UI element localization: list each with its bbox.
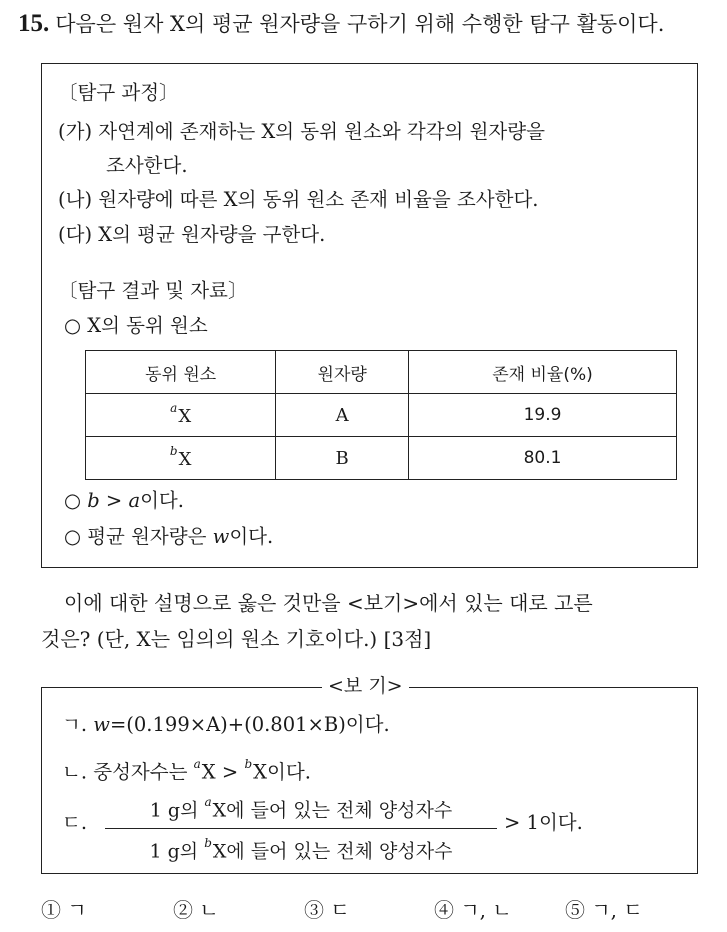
- answer-choice-4[interactable]: ④ ㄱ, ㄴ: [434, 898, 512, 922]
- process-heading: 〔탐구 과정〕: [58, 81, 179, 104]
- question-number: 15.: [18, 10, 50, 37]
- results-heading: 〔탐구 결과 및 자료〕: [58, 279, 248, 302]
- step-marker: (나): [58, 188, 93, 211]
- isotope-cell: [86, 437, 276, 480]
- item-marker: ㄷ.: [62, 811, 88, 834]
- table-header: 존재 비율(%): [409, 351, 677, 394]
- proton-ratio-fraction: [105, 792, 497, 865]
- fraction-comparison: > 1이다.: [504, 811, 583, 834]
- prompt-line-2: 것은? (단, X는 임의의 원소 기호이다.) [3점]: [41, 627, 432, 651]
- var-a: a: [128, 489, 141, 512]
- answer-choice-5[interactable]: ⑤ ㄱ, ㄷ: [565, 898, 643, 922]
- table-row: [86, 437, 677, 480]
- fraction-denominator: 1 g의 $^b$X에 들어 있는 전체 양성자수: [149, 836, 453, 863]
- isotope-cell: [86, 394, 276, 437]
- atomic-mass-cell: A: [276, 394, 409, 437]
- table-header-row: [86, 351, 677, 394]
- question-text: 다음은 원자 X의 평균 원자량을 구하기 위해 수행한 탐구 활동이다.: [55, 12, 665, 36]
- step-ga: [58, 119, 545, 145]
- element-symbol: X: [178, 448, 192, 470]
- question-heading: [18, 10, 664, 38]
- fraction-numerator: 1 g의 $^a$X에 들어 있는 전체 양성자수: [105, 792, 497, 829]
- atomic-mass-cell: B: [276, 437, 409, 480]
- step-ga-continued: 조사한다.: [106, 154, 188, 177]
- item-marker: ㄱ.: [62, 713, 88, 736]
- abundance-cell: 80.1: [409, 437, 677, 480]
- mass-comparison-bullet: ○ b > a이다.: [64, 489, 184, 512]
- var-w: w: [212, 525, 230, 548]
- average-mass-bullet: ○ 평균 원자량은 w이다.: [64, 525, 274, 548]
- step-marker: (다): [58, 223, 93, 246]
- step-text: 원자량에 따른 X의 동위 원소 존재 비율을 조사한다.: [98, 188, 539, 211]
- answer-choice-3[interactable]: ③ ㄷ: [304, 898, 350, 922]
- isotope-table: [85, 350, 677, 480]
- step-text: 자연계에 존재하는 X의 동위 원소와 각각의 원자량을: [98, 120, 545, 143]
- answer-choice-1[interactable]: ① ㄱ: [41, 898, 87, 922]
- table-row: [86, 394, 677, 437]
- abundance-cell: 19.9: [409, 394, 677, 437]
- bogi-item-2: ㄴ. 중성자수는 $^a$X > $^b$X이다.: [62, 757, 311, 784]
- bogi-box: [41, 675, 698, 874]
- step-marker: (가): [58, 120, 93, 143]
- var-b: b: [87, 489, 100, 512]
- step-text: X의 평균 원자량을 구한다.: [98, 223, 326, 246]
- table-header: 원자량: [276, 351, 409, 394]
- inquiry-box: [41, 63, 698, 568]
- step-da: [58, 222, 325, 248]
- table-header: 동위 원소: [86, 351, 276, 394]
- isotope-bullet: ○ X의 동위 원소: [64, 314, 208, 337]
- element-symbol: X: [178, 405, 192, 427]
- mass-number-symbol: b: [169, 443, 178, 458]
- step-na: [58, 187, 538, 213]
- answer-choice-2[interactable]: ② ㄴ: [173, 898, 219, 922]
- bogi-item-1: [62, 712, 390, 738]
- mass-number-symbol: a: [170, 400, 178, 415]
- item-expression: =(0.199×A)+(0.801×B)이다.: [109, 713, 390, 736]
- prompt-line-1: 이에 대한 설명으로 옳은 것만을 <보기>에서 있는 대로 고른: [64, 591, 593, 615]
- var-w: w: [93, 713, 110, 736]
- item-marker: ㄴ.: [62, 760, 88, 784]
- bogi-title: <보 기>: [322, 673, 409, 699]
